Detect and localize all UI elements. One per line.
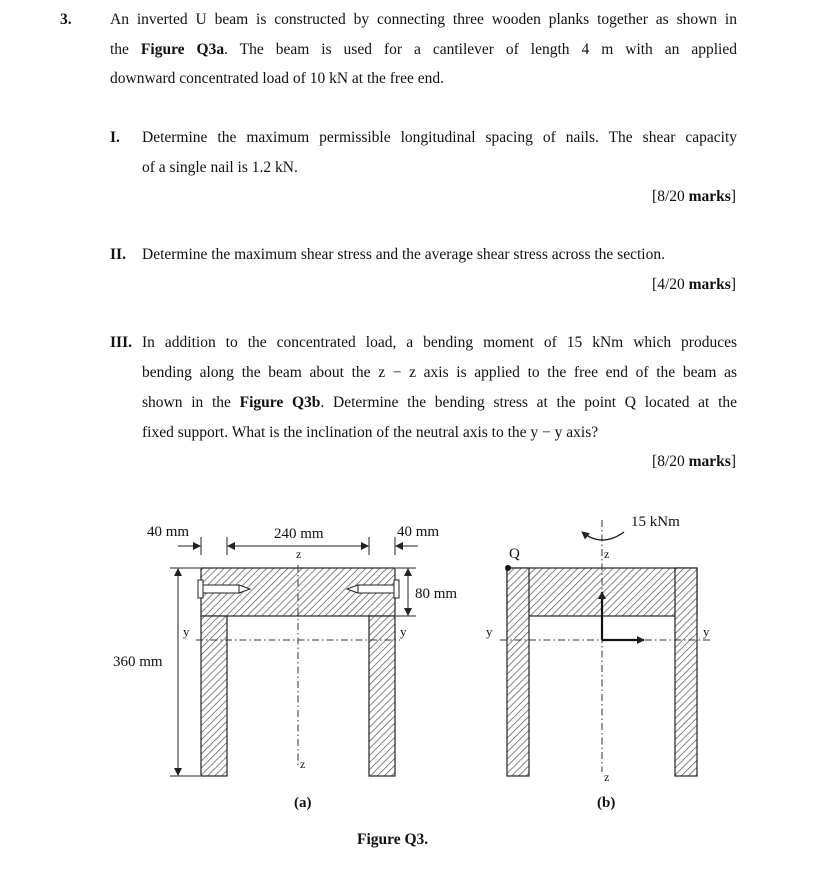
part-1-marks-close: ] [730,188,736,205]
fig-a-flange-label: 80 mm [415,586,458,602]
part-1-marks-value: [8/20 [652,188,689,205]
intro-line-1-text: An inverted U beam is constructed by connecting three wooden planks together as shown in [110,11,737,28]
part-2-marks-value: [4/20 [652,276,689,293]
fig-a-label: (a) [294,795,312,811]
part-3-line-3-a: shown in the [142,394,240,411]
part-3-label: III. [110,334,132,351]
part-3-marks-close: ] [730,453,736,470]
part-3-line-3-b: . Determine the bending stress at the point Q located at the [320,394,738,411]
fig-a-dim-mid-label: 240 mm [274,526,324,542]
part-2-marks-word: marks [688,276,731,293]
figure-caption: Figure Q3. [357,831,429,848]
part-3-line-2: bending along the beam about the z − z axis is applied to the free end of the beam as [142,364,737,381]
intro-line-2-a: the [110,41,141,58]
part-2-label: II. [110,246,126,263]
part-2-line-1: Determine the maximum shear stress and the average shear stress across the section. [142,246,665,263]
fig-b-y-right-label: y [703,624,710,639]
part-1-line-2: of a single nail is 1.2 kN. [142,159,298,176]
part-1-marks-word: marks [688,188,731,205]
fig-b-right-web [675,568,697,776]
fig-b-z-bottom-label: z [604,770,610,784]
part-3-marks-value: [8/20 [652,453,689,470]
fig-a-dim-right-label: 40 mm [397,524,440,540]
fig-a-height-label: 360 mm [113,654,163,670]
part-1-line-1: Determine the maximum permissible longitudinal spacing of nails. The shear capacity [142,129,737,146]
part-3-line-1: In addition to the concentrated load, a bending moment of 15 kNm which produces [142,334,737,351]
fig-a-y-right-label: y [400,624,407,639]
fig-a-dim-left-label: 40 mm [147,524,190,540]
figure-q3b-ref: Figure Q3b [239,394,321,411]
fig-b-z-top-label: z [604,547,610,561]
part-3-line-4: fixed support. What is the inclination of the neutral axis to the y − y axis? [142,424,599,441]
fig-b-y-left-label: y [486,624,493,639]
question-number: 3. [60,11,72,28]
fig-b-label: (b) [597,795,616,811]
part-1-label: I. [110,129,120,146]
part-2-marks-close: ] [730,276,736,293]
fig-b-left-web [507,568,529,776]
fig-b-moment-label: 15 kNm [631,514,680,530]
fig-a-z-bottom-label: z [300,757,306,771]
part-3-marks-word: marks [688,453,731,470]
fig-a-z-top-label: z [296,547,302,561]
fig-b-q-label: Q [509,546,520,562]
fig-b-moment-arrow [582,532,624,540]
figure-q3a-ref: Figure Q3a [140,41,225,58]
intro-line-3-text: downward concentrated load of 10 kN at the free end. [110,70,444,87]
fig-a-y-left-label: y [183,624,190,639]
fig-b-point-q [505,565,511,571]
figure-a-section [170,537,418,776]
intro-line-2-b: . The beam is used for a cantilever of length 4 m with an applied [224,41,737,58]
